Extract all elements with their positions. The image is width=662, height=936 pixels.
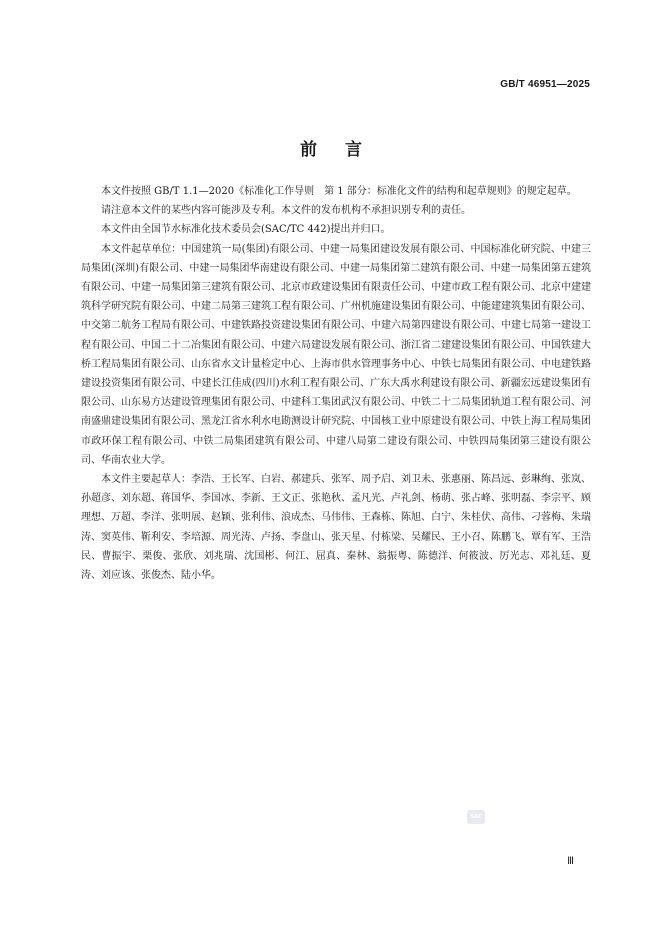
sac-watermark-logo: SAC [467,810,485,824]
paragraph-drafting-organizations: 本文件起草单位：中国建筑一局(集团)有限公司、中建一局集团建设发展有限公司、中国标准化研究院、中建三局集团(深圳)有限公司、中建一局集团华南建设有限公司、中建一局集团第二建筑有限公司、中建一局集团第五建筑有限公司、中建一局集团第三建筑有限公司、北京市政建设集团有限责任公司、中建市政工程有限公司、北京中建建筑科学研究院有限公司、中建二局第三建筑工程有限公司、广州机施建设集团有限公司、中能建建筑集团有限公司、中交第二航务工程局有限公司、中建铁路投资建设集团有限公司、中建六局第四建设有限公司、中建七局第一建设工程有限公司、中国二十二冶集团有限公司、中建六局建设发展有限公司、浙江省二建建设集团有限公司、中国铁建大桥工程局集团有限公司、山东省水文计量检定中心、上海市供水管理事务中心、中铁七局集团有限公司、中电建铁路建设投资集团有限公司、中建长江佳成(四川)水利工程有限公司、广东大禹水利建设有限公司、新疆宏远建设集团有限公司、山东易方达建设管理集团有限公司、中建科工集团武汉有限公司、中铁二十二局集团轨道工程有限公司、河南盛鼎建设集团有限公司、黑龙江省水利水电勘测设计研究院、中国核工业中原建设有限公司、中铁上海工程局集团市政环保工程有限公司、中铁二局集团建筑有限公司、中建八局第二建设有限公司、中铁四局集团第三建设有限公司、华南农业大学。 [81,243,591,466]
page-title: 前言 [300,140,390,160]
paragraph-proposer: 本文件由全国节水标准化技术委员会(SAC/TC 442)提出并归口。 [101,224,391,236]
paragraph-patent-notice: 请注意本文件的某些内容可能涉及专利。本文件的发布机构不承担识别专利的责任。 [101,205,471,217]
foreword-body [81,182,591,585]
paragraph-drafting-rules: 本文件按照 GB/T 1.1—2020《标准化工作导则 第 1 部分：标准化文件的结构和起草规则》的规定起草。 [101,186,577,197]
paragraph-drafters: 本文件主要起草人：李浩、王长军、白岩、郝建兵、张军、周予启、刘卫未、张惠丽、陈昌远、彭琳绚、张岚、孙超彦、刘东超、蒋国华、李国冰、李新、王文正、张艳秋、孟凡光、卢礼剑、杨萌、张占峰、张明磊、李宗平、顾理想、万超、李洋、张明展、赵颖、张利伟、浪成杰、马伟伟、王森栋、陈旭、白宁、朱桂伏、高伟、刁蓉梅、朱瑞涛、窦英伟、靳利安、李培源、周光涛、卢扬、李盘山、张天星、付栋梁、吴耀民、王小召、陈鹏飞、覃有军、王浩民、曹振宇、栗俊、张欣、刘兆瑞、沈国彬、何江、屈真、秦林、翁振粤、陈德洋、何筱波、厉光志、邓礼廷、夏涛、刘应该、张俊杰、陆小华。 [81,474,591,582]
page-number: Ⅲ [567,856,574,867]
standard-number: GB/T 46951—2025 [500,79,590,90]
